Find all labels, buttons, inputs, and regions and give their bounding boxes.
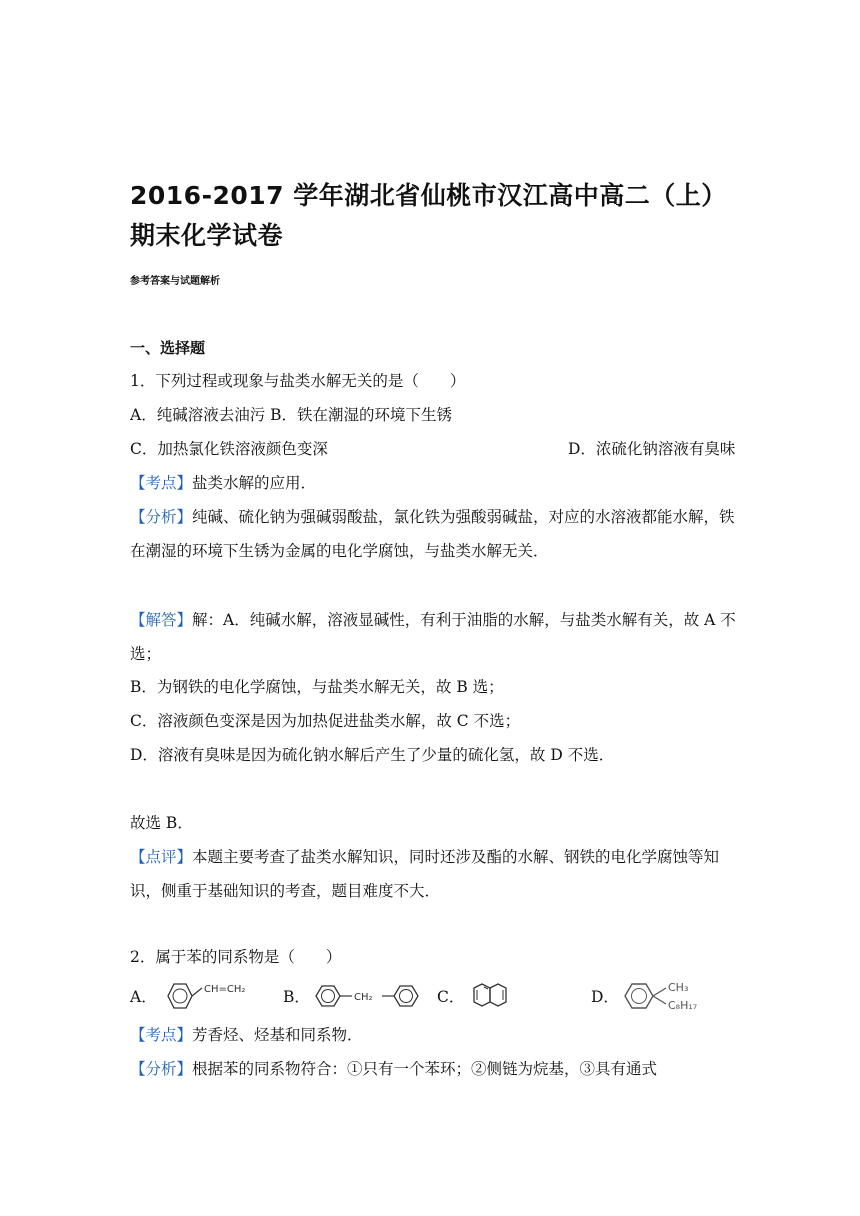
q1-jieda-c: C．溶液颜色变深是因为加热促进盐类水解，故 C 不选； [130, 712, 521, 730]
octyl-substituent: C₈H₁₇ [668, 999, 698, 1012]
section-heading: 一、选择题 [130, 339, 206, 357]
naphthalene-structure [464, 978, 524, 1014]
fenxi-text: 纯碱、硫化钠为强碱弱酸盐，氯化铁为强酸弱碱盐，对应的水溶液都能水解，铁在潮湿的环境下生锈为金属的电化学腐蚀，与盐类水解无关． [130, 508, 735, 560]
kaodian-text: 芳香烃、烃基和同系物． [192, 1026, 363, 1044]
kaodian-tag: 【考点】 [130, 1026, 193, 1044]
jieda-tag: 【解答】 [130, 611, 193, 629]
q1-fenxi [130, 500, 740, 568]
q1-kaodian [130, 473, 316, 493]
dianping-text: 本题主要考查了盐类水解知识，同时还涉及酯的水解、钢铁的电化学腐蚀等知识，侧重于基础知识的考查，题目难度不大． [130, 848, 720, 900]
q1-dianping [130, 840, 740, 908]
fenxi-text: 根据苯的同系物符合：①只有一个苯环；②侧链为烷基，③具有通式 [192, 1060, 658, 1078]
document-subtitle: 参考答案与试题解析 [130, 276, 220, 287]
q1-option-d: D．浓硫化钠溶液有臭味 [568, 440, 736, 458]
q1-options-cd [130, 439, 736, 459]
dianping-tag: 【点评】 [130, 848, 193, 866]
q1-option-c: C．加热氯化铁溶液颜色变深 [130, 440, 328, 458]
q2-stem: 2．属于苯的同系物是（ ） [130, 948, 342, 966]
kaodian-tag: 【考点】 [130, 474, 193, 492]
q2-fenxi [130, 1059, 657, 1079]
q1-jieda-b: B．为钢铁的电化学腐蚀，与盐类水解无关，故 B 选； [130, 678, 504, 696]
q2-label-d: D． [591, 988, 619, 1006]
q1-answer: 故选 B． [130, 814, 193, 832]
document-title: 2016-2017 学年湖北省仙桃市汉江高中高二（上）期末化学试卷 [130, 181, 727, 250]
q2-kaodian [130, 1025, 363, 1045]
styrene-structure [160, 978, 260, 1014]
q1-jieda [130, 603, 740, 671]
styrene-substituent: CH=CH₂ [204, 984, 246, 995]
kaodian-text: 盐类水解的应用． [192, 474, 317, 492]
fenxi-tag: 【分析】 [130, 1060, 193, 1078]
q1-jieda-d: D．溶液有臭味是因为硫化钠水解后产生了少量的硫化氢，故 D 不选． [130, 746, 615, 764]
alkylbenzene-structure [620, 974, 720, 1018]
fenxi-tag: 【分析】 [130, 508, 193, 526]
methyl-substituent: CH₃ [668, 981, 689, 994]
q2-label-b: B． [283, 988, 310, 1006]
q1-options-ab: A．纯碱溶液去油污 B．铁在潮湿的环境下生锈 [130, 406, 453, 424]
jieda-text: 解：A．纯碱水解，溶液显碱性，有利于油脂的水解，与盐类水解有关，故 A 不选； [130, 611, 736, 663]
q2-label-c: C． [437, 988, 465, 1006]
diphenylmethane-bridge: CH₂ [354, 992, 373, 1003]
q2-label-a: A． [130, 988, 157, 1006]
q1-stem: 1．下列过程或现象与盐类水解无关的是（ ） [130, 372, 466, 390]
diphenylmethane-structure [312, 978, 432, 1014]
